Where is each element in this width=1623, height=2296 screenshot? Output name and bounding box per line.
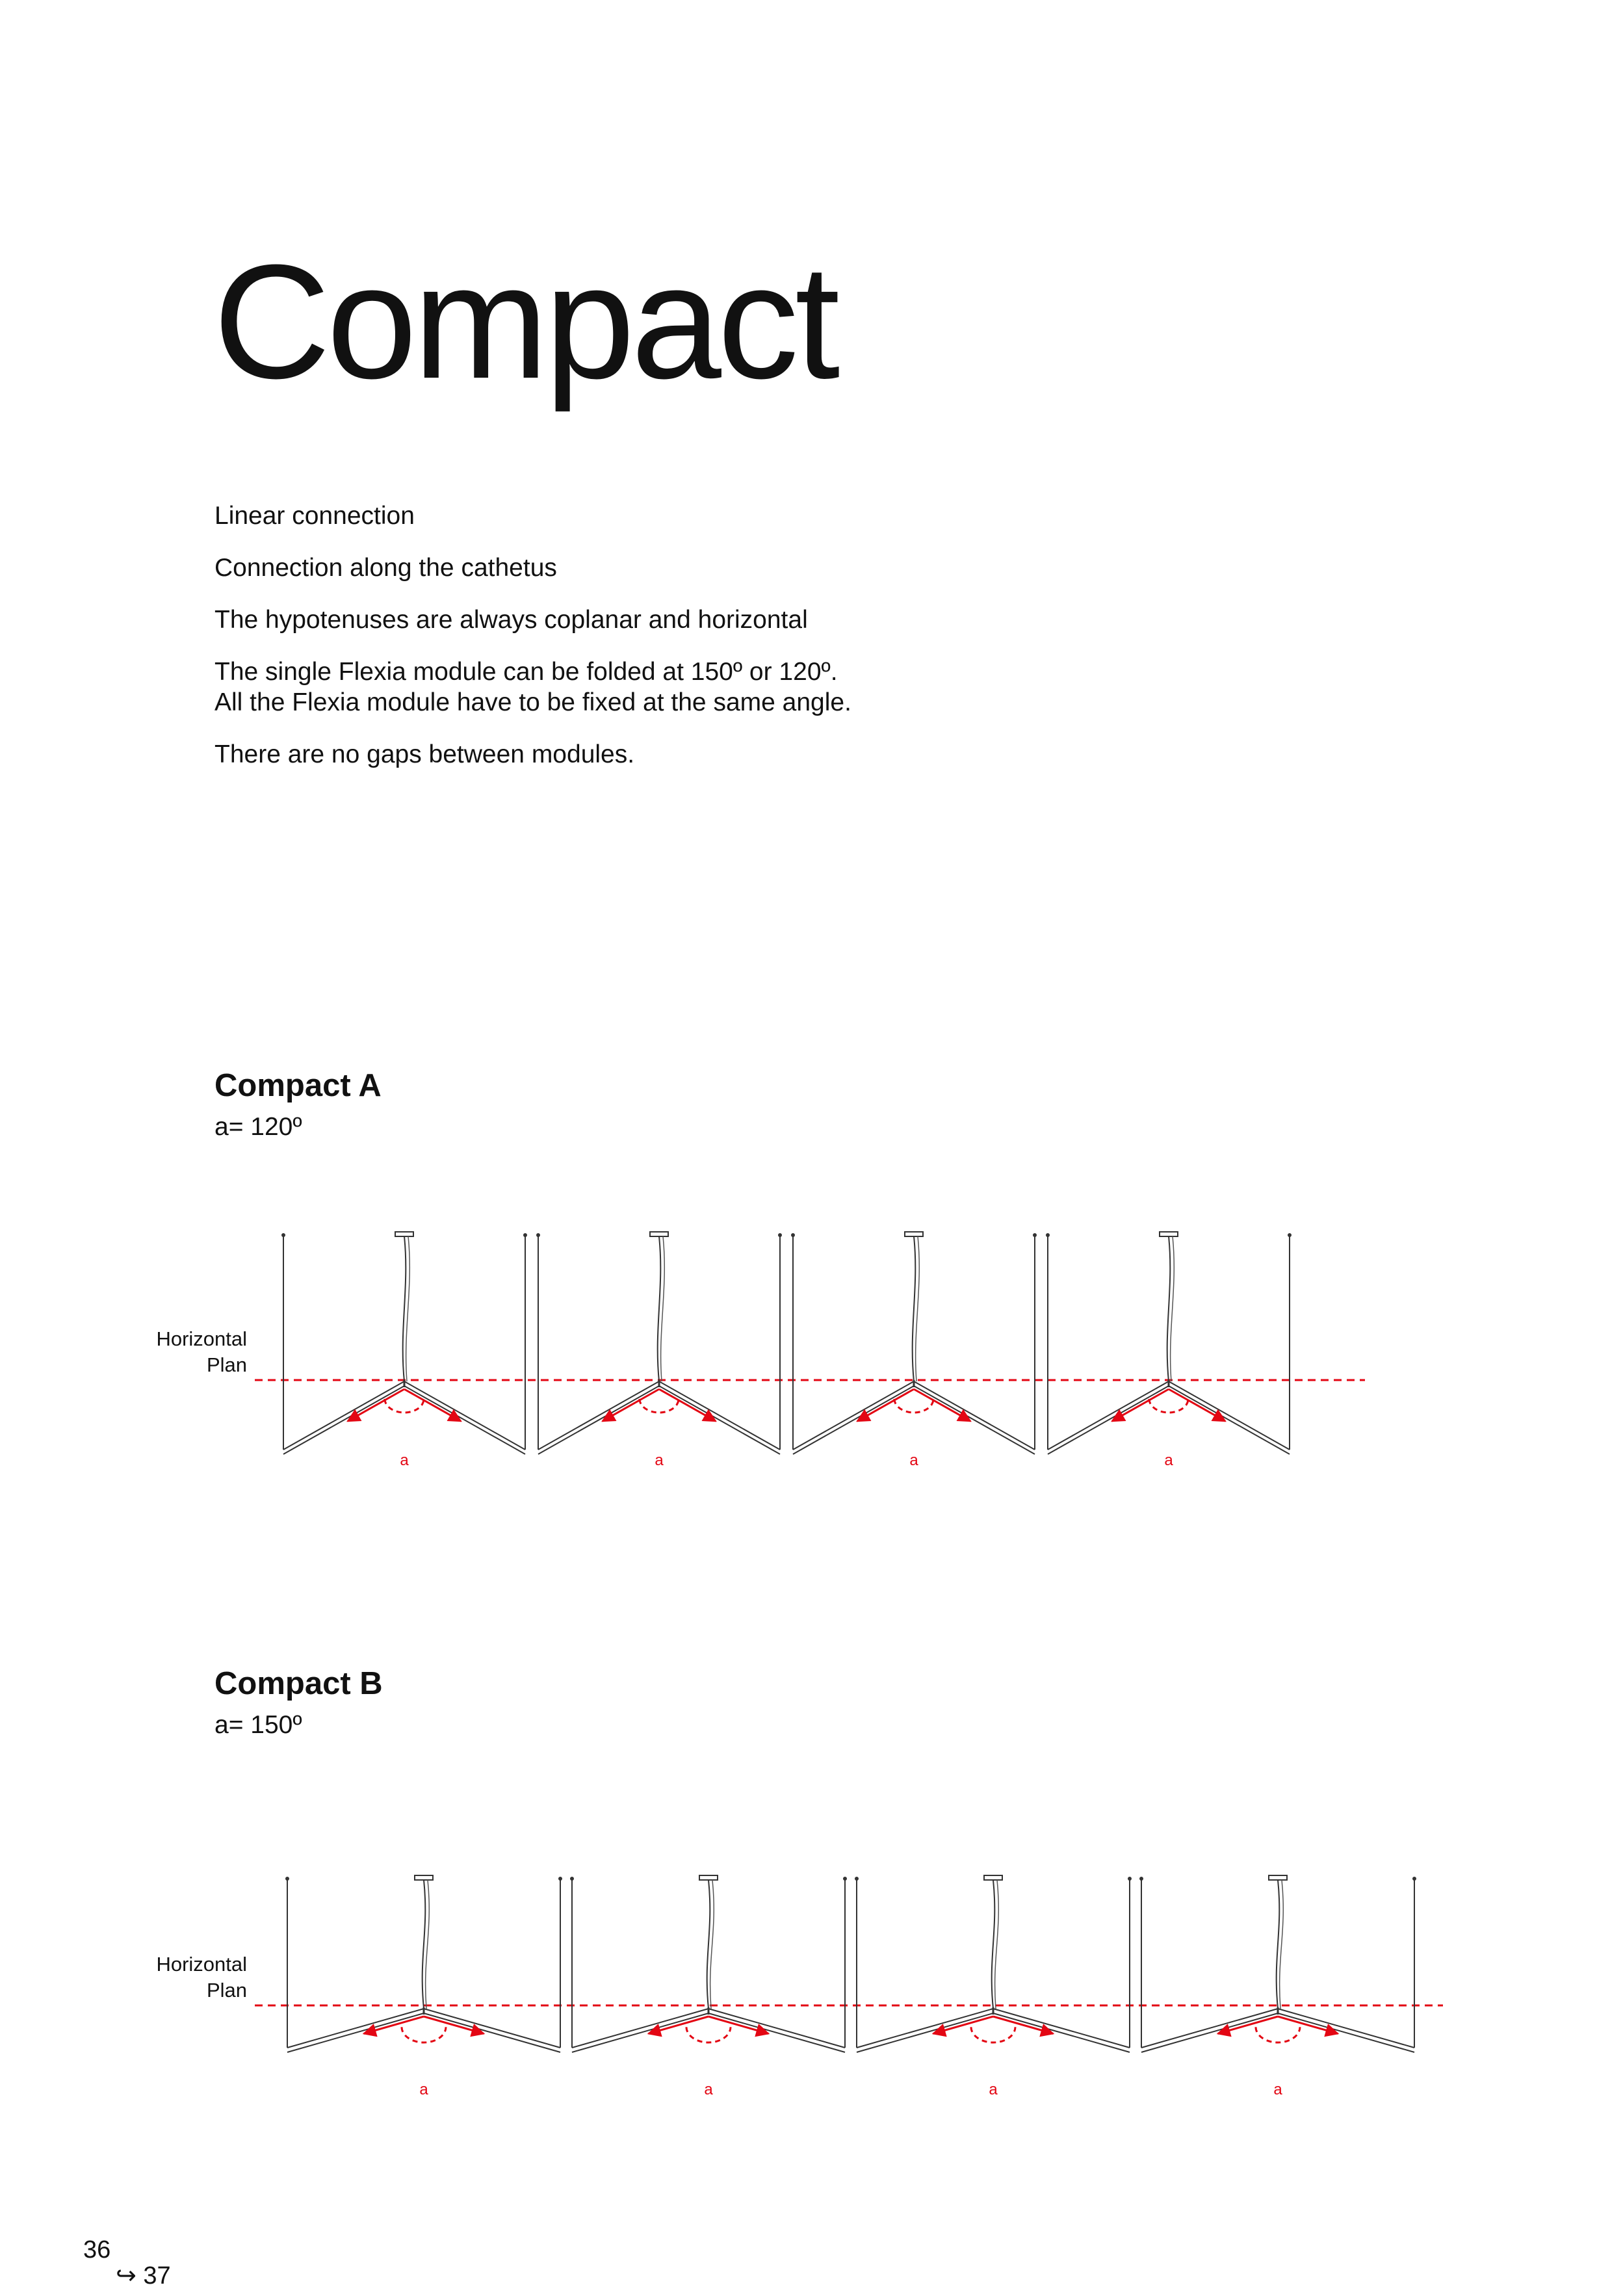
power-cable — [992, 1880, 995, 2009]
angle-letter: a — [655, 1452, 664, 1469]
flexia-module — [281, 1232, 527, 1469]
angle-arrow — [364, 2016, 424, 2033]
angle-arrow — [708, 2016, 768, 2033]
luminaire-arm — [572, 2013, 708, 2052]
cable-anchor — [1139, 1877, 1143, 1881]
intro-line-5: There are no gaps between modules. — [214, 740, 635, 768]
angle-arrow — [649, 2016, 708, 2033]
cable-anchor — [1033, 1233, 1037, 1237]
luminaire-arm — [538, 1381, 659, 1450]
luminaire-arm — [1278, 2009, 1414, 2048]
power-cable — [916, 1236, 920, 1381]
luminaire-arm — [404, 1386, 525, 1454]
power-cable — [406, 1236, 410, 1381]
angle-arrow — [603, 1389, 659, 1421]
plan-label-a-line1: Horizontal — [156, 1327, 247, 1350]
intro-text — [214, 501, 1059, 791]
cable-anchor — [558, 1877, 562, 1881]
plan-label-a-line2: Plan — [206, 1353, 247, 1376]
intro-line-4b: All the Flexia module have to be fixed at the same angle. — [214, 688, 851, 716]
cable-anchor — [523, 1233, 527, 1237]
angle-arrow — [348, 1389, 404, 1421]
power-cable — [710, 1880, 714, 2009]
angle-arc — [686, 2027, 731, 2042]
angle-arc — [640, 1399, 679, 1413]
power-cable — [422, 1880, 426, 2009]
arrow-hook-icon: ↪ — [116, 2262, 136, 2289]
ceiling-canopy — [650, 1232, 668, 1236]
power-cable — [1280, 1880, 1284, 2009]
intro-line-1: Linear connection — [214, 502, 415, 530]
section-title-compact-a: Compact A — [214, 1068, 382, 1103]
ceiling-canopy — [415, 1875, 433, 1880]
luminaire-arm — [283, 1386, 404, 1454]
intro-line-4 — [214, 657, 1059, 718]
power-cable — [913, 1236, 916, 1381]
page-number-next-value: 37 — [143, 2262, 171, 2289]
page-number — [83, 2236, 171, 2289]
plan-label-b-line2: Plan — [206, 1979, 247, 2002]
ceiling-canopy — [699, 1875, 718, 1880]
luminaire-arm — [1141, 2009, 1278, 2048]
angle-letter: a — [989, 2081, 998, 2098]
cable-anchor — [791, 1233, 795, 1237]
flexia-module — [570, 1875, 847, 2098]
flexia-module — [285, 1875, 562, 2098]
cable-anchor — [843, 1877, 847, 1881]
power-cable — [426, 1880, 430, 2009]
power-cable — [995, 1880, 999, 2009]
luminaire-arm — [793, 1381, 914, 1450]
intro-line-4a: The single Flexia module can be folded at 150º or 120º. — [214, 658, 838, 686]
luminaire-arm — [914, 1381, 1035, 1450]
flexia-module — [536, 1232, 782, 1469]
diagram-compact-b — [0, 1859, 1623, 2119]
luminaire-arm — [287, 2013, 424, 2052]
ceiling-canopy — [1160, 1232, 1178, 1236]
angle-arc — [385, 1399, 424, 1413]
power-cable — [707, 1880, 710, 2009]
angle-arc — [894, 1399, 933, 1413]
power-cable — [1277, 1880, 1280, 2009]
angle-arrow — [993, 2016, 1053, 2033]
luminaire-arm — [659, 1381, 780, 1450]
luminaire-arm — [857, 2013, 993, 2052]
angle-letter: a — [1164, 1452, 1173, 1469]
luminaire-arm — [424, 2009, 560, 2048]
cable-anchor — [1128, 1877, 1132, 1881]
angle-arrow — [1218, 2016, 1278, 2033]
power-cable — [403, 1236, 406, 1381]
plan-label-b-line1: Horizontal — [156, 1953, 247, 1976]
flexia-module — [1139, 1875, 1416, 2098]
angle-arrow — [1278, 2016, 1338, 2033]
flexia-module — [1046, 1232, 1292, 1469]
luminaire-arm — [708, 2013, 845, 2052]
ceiling-canopy — [1269, 1875, 1287, 1880]
cable-anchor — [1412, 1877, 1416, 1881]
page-number-next — [116, 2261, 171, 2290]
luminaire-arm — [1048, 1386, 1169, 1454]
cable-anchor — [281, 1233, 285, 1237]
intro-line-2: Connection along the cathetus — [214, 554, 557, 582]
luminaire-arm — [1278, 2013, 1414, 2052]
angle-arrow — [857, 1389, 914, 1421]
section-angle-compact-a: a= 120º — [214, 1113, 302, 1141]
angle-letter: a — [704, 2081, 713, 2098]
ceiling-canopy — [905, 1232, 923, 1236]
luminaire-arm — [424, 2013, 560, 2052]
diagram-compact-a — [0, 1209, 1623, 1482]
cable-anchor — [1046, 1233, 1050, 1237]
luminaire-arm — [914, 1386, 1035, 1454]
luminaire-arm — [708, 2009, 845, 2048]
luminaire-arm — [793, 1386, 914, 1454]
angle-arrow — [424, 2016, 484, 2033]
cable-anchor — [778, 1233, 782, 1237]
luminaire-arm — [538, 1386, 659, 1454]
page-number-current: 36 — [83, 2236, 111, 2263]
luminaire-arm — [287, 2009, 424, 2048]
power-cable — [1167, 1236, 1171, 1381]
angle-arc — [402, 2027, 446, 2042]
cable-anchor — [855, 1877, 859, 1881]
luminaire-arm — [1141, 2013, 1278, 2052]
section-title-compact-b: Compact B — [214, 1666, 383, 1701]
angle-arrow — [1169, 1389, 1225, 1421]
angle-arrow — [933, 2016, 993, 2033]
angle-letter: a — [909, 1452, 918, 1469]
cable-anchor — [570, 1877, 574, 1881]
angle-arrow — [659, 1389, 716, 1421]
ceiling-canopy — [395, 1232, 413, 1236]
angle-letter: a — [400, 1452, 409, 1469]
angle-arc — [1256, 2027, 1300, 2042]
intro-line-3: The hypotenuses are always coplanar and horizontal — [214, 606, 808, 634]
luminaire-arm — [993, 2009, 1130, 2048]
luminaire-arm — [1169, 1386, 1290, 1454]
page-title: Compact — [213, 231, 837, 412]
angle-letter: a — [1273, 2081, 1282, 2098]
luminaire-arm — [283, 1381, 404, 1450]
cable-anchor — [536, 1233, 540, 1237]
cable-anchor — [1288, 1233, 1292, 1237]
angle-arrow — [914, 1389, 970, 1421]
power-cable — [658, 1236, 661, 1381]
angle-letter: a — [419, 2081, 428, 2098]
angle-arc — [1149, 1399, 1188, 1413]
luminaire-arm — [1169, 1381, 1290, 1450]
flexia-module — [855, 1875, 1132, 2098]
section-angle-compact-b: a= 150º — [214, 1711, 302, 1739]
flexia-module — [791, 1232, 1037, 1469]
ceiling-canopy — [984, 1875, 1002, 1880]
angle-arc — [971, 2027, 1015, 2042]
luminaire-arm — [404, 1381, 525, 1450]
cable-anchor — [285, 1877, 289, 1881]
luminaire-arm — [993, 2013, 1130, 2052]
luminaire-arm — [1048, 1381, 1169, 1450]
power-cable — [1171, 1236, 1175, 1381]
power-cable — [661, 1236, 665, 1381]
angle-arrow — [404, 1389, 461, 1421]
luminaire-arm — [857, 2009, 993, 2048]
luminaire-arm — [659, 1386, 780, 1454]
luminaire-arm — [572, 2009, 708, 2048]
angle-arrow — [1112, 1389, 1169, 1421]
